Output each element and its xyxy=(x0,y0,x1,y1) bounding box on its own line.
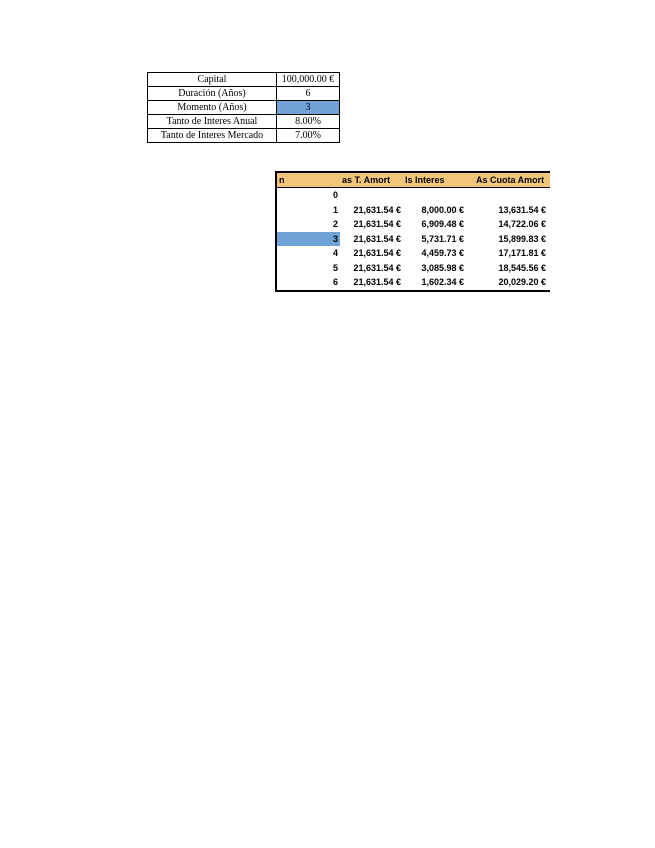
parameter-label: Capital xyxy=(148,73,277,87)
cuota-amort-cell[interactable] xyxy=(466,188,548,203)
table-row xyxy=(277,275,550,290)
interes-cell[interactable]: 6,909.48 € xyxy=(421,219,464,229)
period-cell[interactable]: 6 xyxy=(332,277,338,287)
table-row xyxy=(277,203,550,218)
period-cell[interactable]: 3 xyxy=(277,232,340,247)
header-t-amort: as T. Amort xyxy=(342,175,391,185)
table-row xyxy=(277,246,550,261)
period-cell[interactable]: 2 xyxy=(332,219,338,229)
parameter-label: Tanto de Interes Mercado xyxy=(148,129,277,143)
header-cuota-amort: As Cuota Amort xyxy=(476,175,545,185)
header-n: n xyxy=(279,175,285,185)
parameter-row xyxy=(148,101,340,115)
interes-cell[interactable]: 4,459.73 € xyxy=(421,248,464,258)
interes-cell[interactable] xyxy=(403,188,466,203)
table-row xyxy=(277,188,550,203)
parameters-table xyxy=(147,72,340,143)
t-amort-cell[interactable]: 21,631.54 € xyxy=(353,262,401,273)
table-row xyxy=(277,232,550,247)
t-amort-cell[interactable]: 21,631.54 € xyxy=(353,277,401,287)
cuota-amort-cell[interactable]: 14,722.06 € xyxy=(498,219,546,229)
t-amort-cell[interactable]: 21,631.54 € xyxy=(353,233,401,244)
header-interes: ls Interes xyxy=(405,175,445,185)
t-amort-cell[interactable]: 21,631.54 € xyxy=(353,248,401,258)
interes-cell[interactable]: 5,731.71 € xyxy=(421,233,464,244)
cuota-amort-cell[interactable]: 18,545.56 € xyxy=(498,262,546,273)
interes-cell[interactable]: 3,085.98 € xyxy=(421,262,464,273)
cuota-amort-cell[interactable]: 17,171.81 € xyxy=(498,248,546,258)
table-row xyxy=(277,261,550,276)
parameter-label: Duración (Años) xyxy=(148,87,277,101)
parameter-value[interactable]: 6 xyxy=(277,87,340,101)
parameter-label: Tanto de Interes Anual xyxy=(148,115,277,129)
t-amort-cell[interactable]: 21,631.54 € xyxy=(353,204,401,215)
t-amort-cell[interactable]: 21,631.54 € xyxy=(353,219,401,229)
parameter-value[interactable]: 3 xyxy=(277,101,340,115)
interes-cell[interactable]: 1,602.34 € xyxy=(421,277,464,287)
parameter-row xyxy=(148,129,340,143)
parameter-value[interactable]: 8.00% xyxy=(277,115,340,129)
cuota-amort-cell[interactable]: 15,899.83 € xyxy=(498,233,546,244)
parameter-row xyxy=(148,115,340,129)
parameter-row xyxy=(148,73,340,87)
parameter-label: Momento (Años) xyxy=(148,101,277,115)
parameter-value[interactable]: 100,000.00 € xyxy=(277,73,340,87)
period-cell[interactable]: 0 xyxy=(332,190,338,200)
header-row xyxy=(277,173,550,188)
cuota-amort-cell[interactable]: 20,029.20 € xyxy=(498,277,546,287)
cuota-amort-cell[interactable]: 13,631.54 € xyxy=(498,204,546,215)
table-row xyxy=(277,217,550,232)
parameter-row xyxy=(148,87,340,101)
period-cell[interactable]: 4 xyxy=(332,248,338,258)
period-cell[interactable]: 1 xyxy=(332,204,338,215)
parameter-value[interactable]: 7.00% xyxy=(277,129,340,143)
interes-cell[interactable]: 8,000.00 € xyxy=(421,204,464,215)
t-amort-cell[interactable] xyxy=(340,188,403,203)
period-cell[interactable]: 5 xyxy=(332,262,338,273)
amortization-table xyxy=(275,171,550,292)
